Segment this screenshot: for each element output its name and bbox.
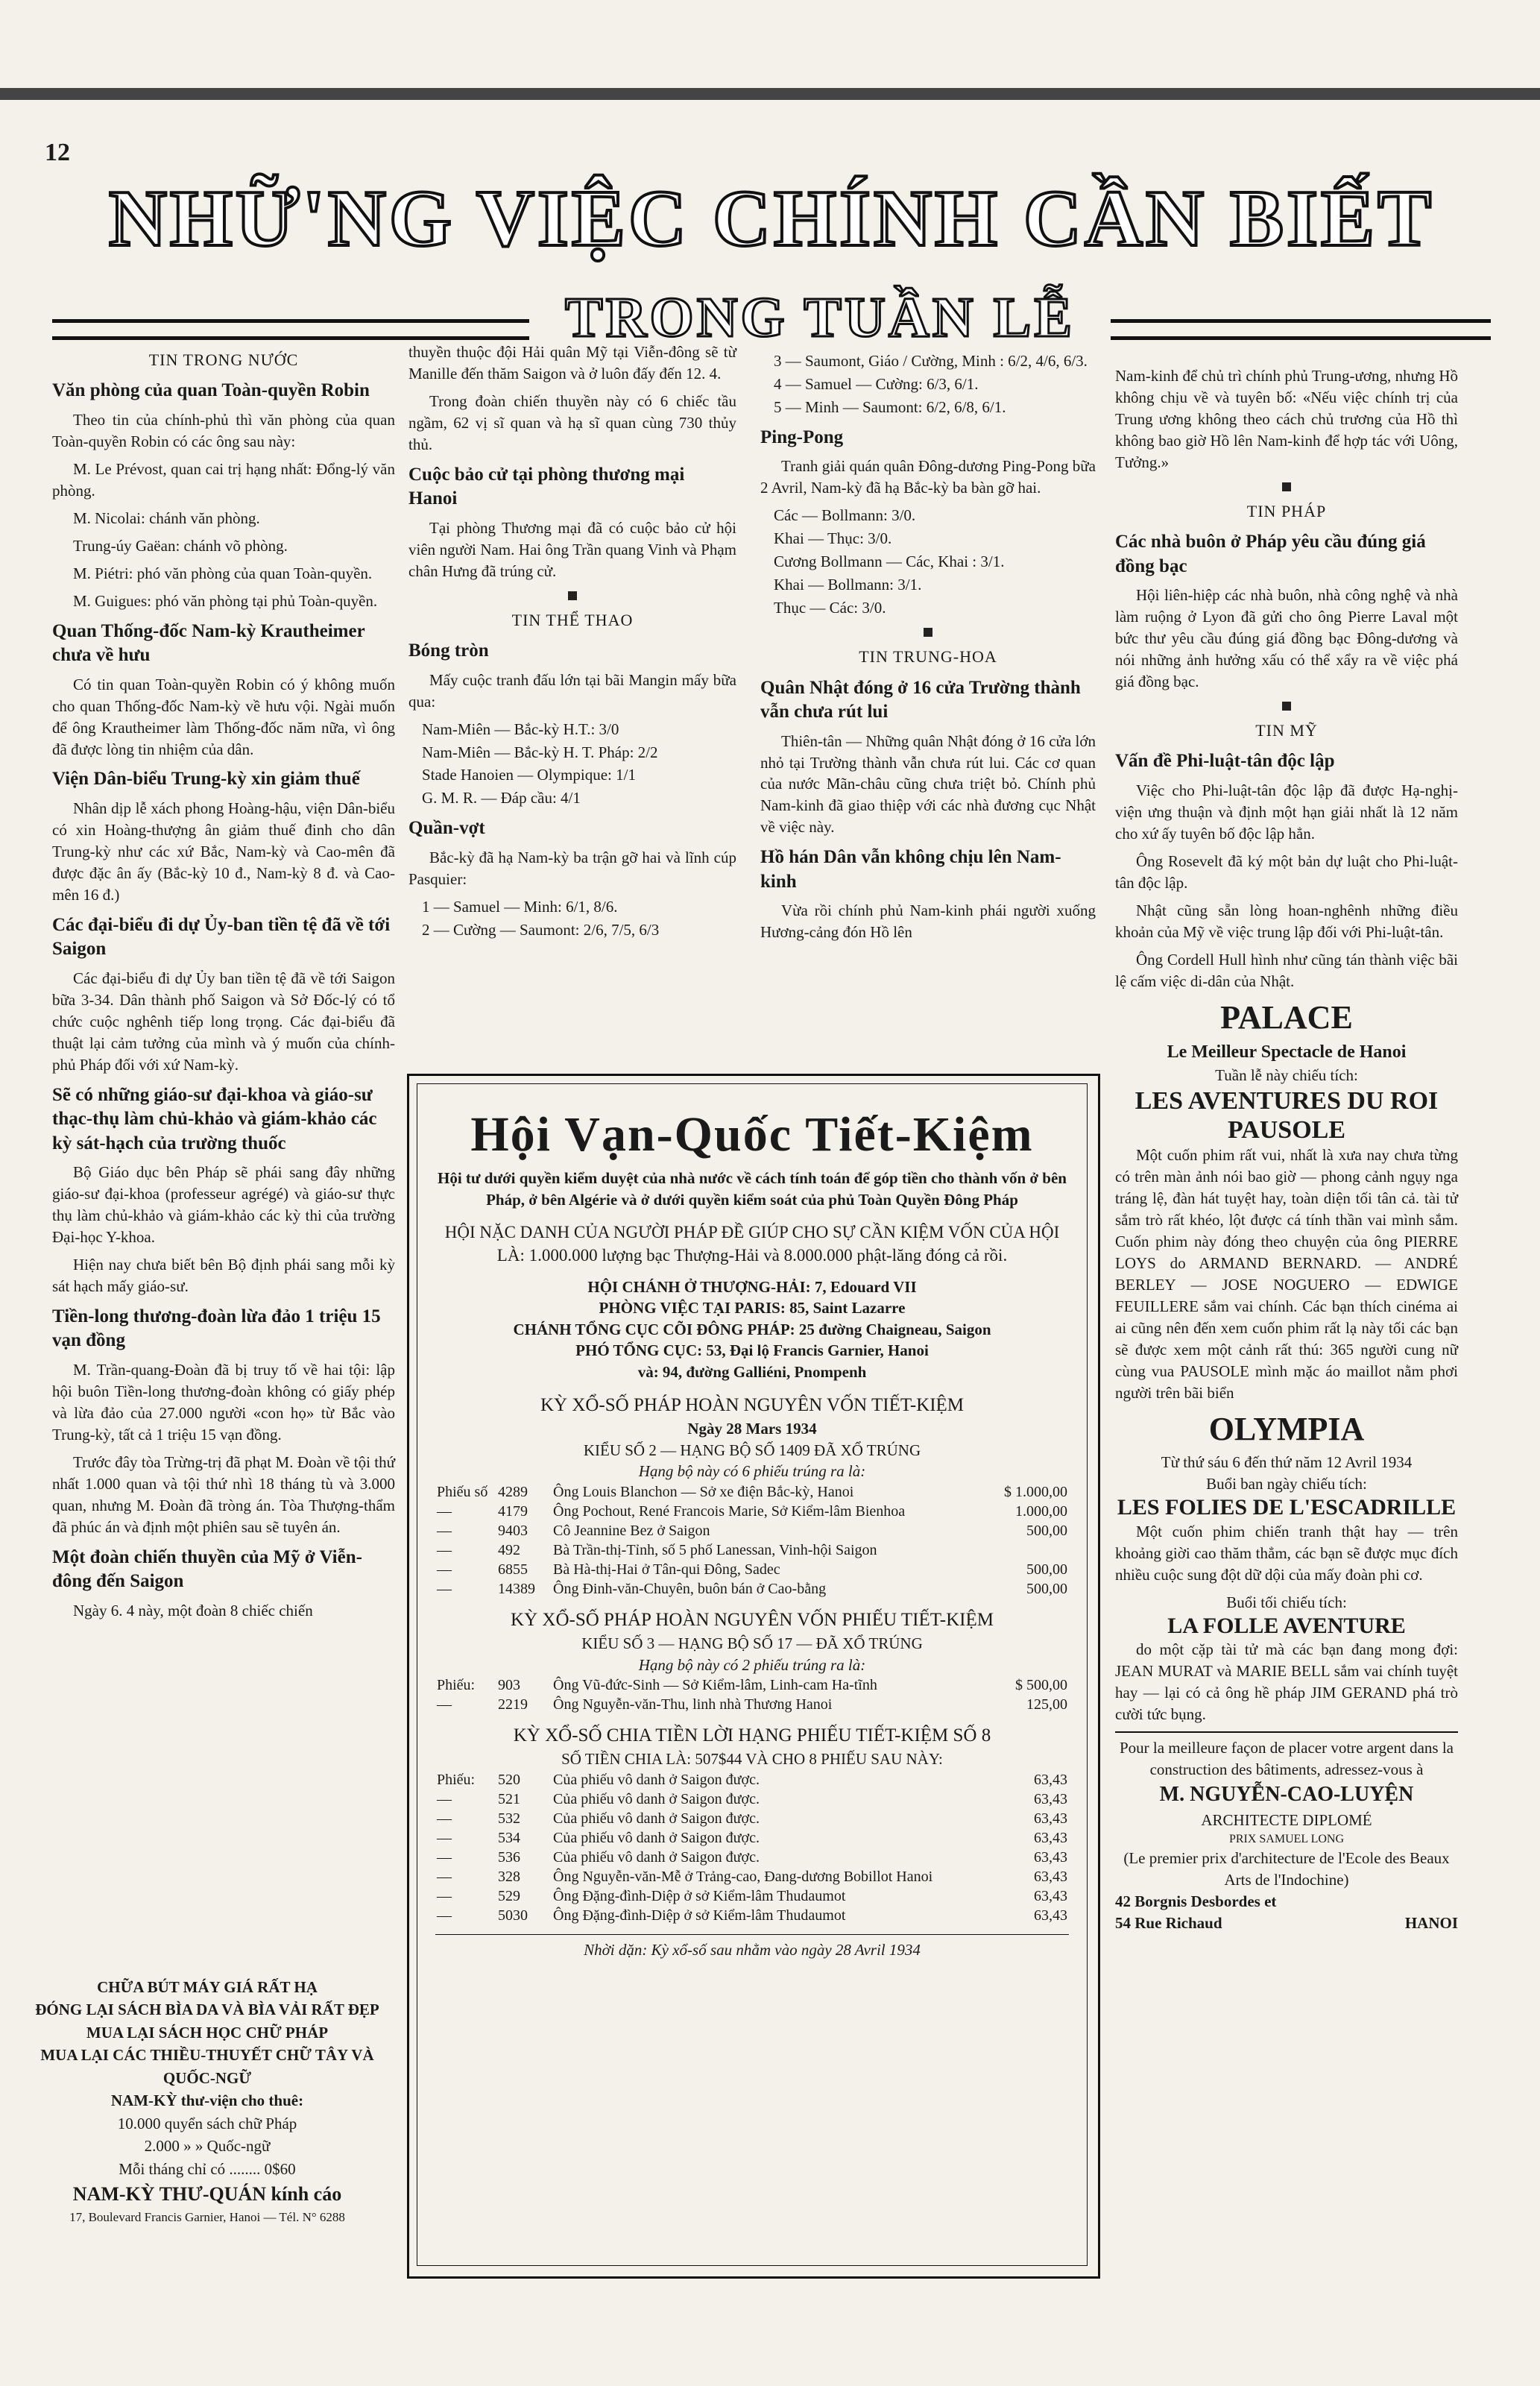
table-row: — 6855 Bà Hà-thị-Hai ở Tân-qui Đông, Sadec 500,00 xyxy=(437,1561,1067,1578)
architect-note: (Le premier prix d'architecture de l'Ecole des Beaux Arts de l'Indochine) xyxy=(1123,1848,1450,1889)
headline: Quan Thống-đốc Nam-kỳ Krautheimer chưa về hưu xyxy=(52,620,365,666)
column-1 xyxy=(52,341,395,1628)
table-row: — 14389 Ông Đinh-văn-Chuyên, buôn bán ở Cao-bằng 500,00 xyxy=(437,1581,1067,1597)
headline: Cuộc bảo cử tại phòng thương mại Hanoi xyxy=(408,464,685,509)
paragraph: Ông Cordell Hull hình như cũng tán thành việc bãi lệ cấm việc di-dân của Nhật. xyxy=(1115,950,1458,990)
lottery-table xyxy=(435,1770,1069,1925)
paragraph: M. Piétri: phó văn phòng của quan Toàn-quyền. xyxy=(73,564,373,582)
headline: Hồ hán Dân vẫn không chịu lên Nam-kinh xyxy=(760,847,1061,892)
cinema-showing: Buổi tối chiếu tích: xyxy=(1226,1593,1347,1611)
cinema-showing: Tuần lễ này chiếu tích: xyxy=(1215,1066,1358,1085)
ad-line: Mỗi tháng chỉ có ........ 0$60 xyxy=(119,2159,296,2178)
ad-line: 2.000 » » Quốc-ngữ xyxy=(144,2137,271,2156)
paragraph: Ngày 6. 4 này, một đoàn 8 chiếc chiến xyxy=(73,1601,313,1619)
lottery-title: KỲ XỔ-SỐ PHÁP HOÀN NGUYÊN VỐN TIẾT-KIỆM xyxy=(540,1395,965,1416)
paragraph: Tranh giải quán quân Đông-dương Ping-Pong bữa 2 Avril, Nam-kỳ đã hạ Bắc-kỳ ba bàn gỡ hai. xyxy=(760,457,1096,497)
ad-office: và: 94, đường Galliéni, Pnompenh xyxy=(637,1362,867,1381)
paragraph: Bắc-kỳ đã hạ Nam-kỳ ba trận gỡ hai và lĩnh cúp Pasquier: xyxy=(408,848,736,888)
headline: Quần-vợt xyxy=(408,818,485,839)
paragraph: do một cặp tài tử mà các bạn đang mong đợi: JEAN MURAT và MARIE BELL sắm vai chính tuyệt hay — lại có cả ông hề pháp JIM GERAND phá trò cười tức bụng. xyxy=(1115,1640,1458,1724)
ad-office: CHÁNH TỔNG CỤC CÕI ĐÔNG PHÁP: 25 đường Chaigneau, Saigon xyxy=(513,1320,991,1338)
page-title: NHỮ'NG VIỆC CHÍNH CẦN BIẾT xyxy=(108,174,1435,263)
rubric-domestic: TIN TRONG NƯỚC xyxy=(148,350,299,369)
ad-line: MUA LẠI SÁCH HỌC CHỮ PHÁP xyxy=(86,2023,329,2042)
table-row: — 9403 Cô Jeannine Bez ở Saigon 500,00 xyxy=(437,1523,1067,1539)
architect-city: HANOI xyxy=(1404,1913,1458,1932)
headline: Quân Nhật đóng ở 16 cửa Trường thành vẫn chưa rút lui xyxy=(760,677,1081,723)
paragraph: Thiên-tân — Những quân Nhật đóng ở 16 cửa lớn nhỏ tại Trường thành vẫn chưa rút lui. Các cơ quan của nước Mãn-châu cũng chưa triệt bỏ. Chính phủ Nam-kinh đã giao thiệp với các nhà đương cục Nhật về việc này. xyxy=(760,731,1096,837)
lottery-date: Ngày 28 Mars 1934 xyxy=(687,1420,817,1438)
table-row: — 2219 Ông Nguyễn-văn-Thu, linh nhà Thương Hanoi 125,00 xyxy=(437,1696,1067,1713)
table-row: — 529 Ông Đặng-đình-Diệp ở sở Kiểm-lâm Thudaumot 63,43 xyxy=(437,1887,1067,1904)
table-row: Phiếu số 4289 Ông Louis Blanchon — Sở xe điện Bắc-kỳ, Hanoi $ 1.000,00 xyxy=(437,1484,1067,1500)
section-square xyxy=(568,591,577,600)
page-number: 12 xyxy=(45,139,70,166)
headline: Các nhà buôn ở Pháp yêu cầu đúng giá đồng bạc xyxy=(1115,532,1426,576)
cinema-tagline: Le Meilleur Spectacle de Hanoi xyxy=(1167,1042,1407,1063)
headline: Sẽ có những giáo-sư đại-khoa và giáo-sư thạc-thụ làm chủ-khảo và giám-khảo các kỳ sát-hạch của trường thuốc xyxy=(52,1084,377,1153)
paragraph: M. Nicolai: chánh văn phòng. xyxy=(73,509,260,527)
lottery-table xyxy=(435,1675,1069,1714)
cinema-name: OLYMPIA xyxy=(1208,1410,1365,1447)
table-row: — 534 Của phiếu vô danh ở Saigon được. 63,43 xyxy=(437,1829,1067,1846)
top-rule xyxy=(0,88,1540,100)
result-line: 3 — Saumont, Giáo / Cường, Minh : 6/2, 4/6, 6/3. xyxy=(774,352,1088,370)
result-line: 5 — Minh — Saumont: 6/2, 6/8, 6/1. xyxy=(774,397,1006,416)
ad-office: HỘI CHÁNH Ở THƯỢNG-HẢI: 7, Edouard VII xyxy=(587,1277,917,1296)
result-line: Thục — Các: 3/0. xyxy=(774,599,886,617)
bookshop-ad xyxy=(21,1976,394,2297)
ad-footer: Nhời dặn: Kỳ xổ-số sau nhằm vào ngày 28 Avril 1934 xyxy=(435,1934,1069,1961)
paragraph: thuyền thuộc đội Hải quân Mỹ tại Viễn-đông sẽ từ Manille đến thăm Saigon và ở luôn đấy đến 12. 4. xyxy=(408,343,736,383)
table-row: — 521 Của phiếu vô danh ở Saigon được. 63,43 xyxy=(437,1790,1067,1807)
lottery-note: Hạng bộ này có 6 phiếu trúng ra là: xyxy=(638,1462,866,1481)
paragraph: Tại phòng Thương mại đã có cuộc bảo cử hội viên người Nam. Hai ông Trần quang Vinh và Phạm chân Hưng đã trúng cử. xyxy=(408,518,736,580)
paragraph: M. Trần-quang-Đoàn đã bị truy tố về hai tội: lập hội buôn Tiền-long thương-đoàn không có giấy phép và lừa đảo của 27.000 người «con họ» từ Bắc vào Trung-kỳ, tất cả 1 triệu 15 vạn đồng. xyxy=(52,1360,395,1444)
ad-signature: NAM-KỲ THƯ-QUÁN kính cáo xyxy=(72,2182,342,2205)
result-line: Nam-Miên — Bắc-kỳ H. T. Pháp: 2/2 xyxy=(422,743,658,761)
headline: Vấn đề Phi-luật-tân độc lập xyxy=(1115,751,1335,772)
paragraph: Hiện nay chưa biết bên Bộ định phái sang mỗi kỳ sát hạch mấy giáo-sư. xyxy=(52,1256,395,1296)
paragraph: Một cuốn phim rất vui, nhất là xưa nay chưa từng có trên màn ảnh nói bao giờ — phong cảnh ngụy nga tráng lệ, đàn hát tuyệt hay, toàn diện tối tân cả. tài tử sắm trò rất khéo, lột được cá tính thần vai mình sắm. Cuốn phim này đóng theo chuyện của ông PIERRE LOYS do ARMAND BERNARD. — ANDRÉ BERLEY — JOSE NOGUERO — EDWIGE FEUILLERE sắm vai chính. Các bạn thích cinéma ai ai cũng nên đến xem cuốn phim rất lạ này tối các bạn sẽ được xem một cảnh rất thú: 365 người cung nữ cùng vua PAUSOLE mình mặc áo maillot nằm phơi người trên bãi biển xyxy=(1115,1146,1458,1402)
result-line: 4 — Samuel — Cường: 6/3, 6/1. xyxy=(774,374,979,393)
result-line: Cương Bollmann — Các, Khai : 3/1. xyxy=(774,553,1005,571)
result-line: 2 — Cường — Saumont: 2/6, 7/5, 6/3 xyxy=(422,920,660,939)
table-row: — 5030 Ông Đặng-đình-Diệp ở sở Kiểm-lâm Thudaumot 63,43 xyxy=(437,1907,1067,1924)
headline: Tiền-long thương-đoàn lừa đảo 1 triệu 15 vạn đồng xyxy=(52,1306,381,1351)
film-title: LES AVENTURES DU ROI PAUSOLE xyxy=(1135,1087,1439,1145)
rubric-china: TIN TRUNG-HOA xyxy=(859,647,997,667)
paragraph: Việc cho Phi-luật-tân độc lập đã được Hạ-nghị-viện ưng thuận và định một hạn giải nhất là 12 năm cho xứ ấy tuyên bố độc lập hẳn. xyxy=(1115,781,1458,843)
table-row: — 328 Ông Nguyễn-văn-Mễ ở Trảng-cao, Đang-dương Bobillot Hanoi 63,43 xyxy=(437,1868,1067,1885)
paragraph: Nhân dịp lễ xách phong Hoàng-hậu, viện Dân-biểu có xin Hoàng-thượng ân giảm thuế đinh cho dân Trung-kỳ như các xứ Bắc, Nam-kỳ và Cao-mên đã được đặc ân ấy (Bắc-kỳ 10 đ., Nam-kỳ 8 đ. và Cao-mên 16 đ.) xyxy=(52,799,395,904)
paragraph: M. Guigues: phó văn phòng tại phủ Toàn-quyền. xyxy=(73,591,378,610)
section-square xyxy=(924,628,932,637)
divider xyxy=(1115,1731,1458,1733)
paragraph: Mấy cuộc tranh đấu lớn tại bãi Mangin mấy bữa qua: xyxy=(408,670,736,711)
paragraph: Trong đoàn chiến thuyền này có 6 chiếc tầu ngầm, 62 vị sĩ quan và hạ sĩ quan cùng 730 thủy thủ. xyxy=(408,391,736,453)
ad-capital: HỘI NẶC DANH CỦA NGƯỜI PHÁP ĐỀ GIÚP CHO SỰ CẦN KIỆM VỐN CỦA HỘI LÀ: 1.000.000 lượng bạc Thượng-Hải và 8.000.000 phật-lăng đóng cả rồi. xyxy=(444,1223,1060,1265)
cinema-dates: Từ thứ sáu 6 đến thứ năm 12 Avril 1934 xyxy=(1161,1453,1413,1472)
lottery-series: KIỂU SỐ 3 — HẠNG BỘ SỐ 17 — ĐÃ XỔ TRÚNG xyxy=(581,1634,923,1652)
rubric-sports: TIN THỂ THAO xyxy=(511,610,634,629)
ad-line: NAM-KỲ thư-viện cho thuê: xyxy=(110,2091,304,2110)
paragraph: Trung-úy Gaëan: chánh võ phòng. xyxy=(73,536,288,555)
headline: Văn phòng của quan Toàn-quyền Robin xyxy=(52,380,370,401)
result-line: Nam-Miên — Bắc-kỳ H.T.: 3/0 xyxy=(422,720,619,738)
right-double-rule xyxy=(1111,319,1491,340)
headline: Ping-Pong xyxy=(760,426,844,447)
lottery-series: KIỂU SỐ 2 — HẠNG BỘ SỐ 1409 ĐÃ XỔ TRÚNG xyxy=(583,1441,921,1459)
paragraph: Một cuốn phim chiến tranh thật hay — trên khoảng giời cao thăm thẳm, các bạn sẽ được mục đích nhiều cuộc sung đột dữ dội của mấy đoàn phi cơ. xyxy=(1115,1522,1458,1584)
result-line: Khai — Thục: 3/0. xyxy=(774,529,892,548)
film-title: LA FOLLE AVENTURE xyxy=(1167,1613,1406,1638)
result-line: Các — Bollmann: 3/0. xyxy=(774,506,916,525)
architect-address: 42 Borgnis Desbordes et xyxy=(1115,1892,1277,1910)
paragraph: Ông Rosevelt đã ký một bản dự luật cho Phi-luật-tân độc lập. xyxy=(1115,852,1458,892)
lottery-title: KỲ XỔ-SỐ CHIA TIỀN LỜI HẠNG PHIẾU TIẾT-KIỆM SỐ 8 xyxy=(513,1725,991,1746)
paragraph: Nam-kinh để chủ trì chính phủ Trung-ương, nhưng Hồ không chịu về và tuyên bố: «Nếu việc chính trị của Trung ương không theo cách chủ trương của Hồ thì không bao giờ Hồ lên Nam-kinh để hợp tác với Uông, Tưởng.» xyxy=(1115,367,1458,471)
paragraph: Nhật cũng sẵn lòng hoan-nghênh những điều khoản của Mỹ về việc trung lập đối với Phi-luật-tân. xyxy=(1115,901,1458,941)
result-line: 1 — Samuel — Minh: 6/1, 8/6. xyxy=(422,897,618,916)
ad-line: MUA LẠI CÁC THIỀU-THUYẾT CHỮ TÂY VÀ QUỐC-NGỮ xyxy=(40,2046,374,2087)
ad-office: PHÓ TỔNG CỤC: 53, Đại lộ Francis Garnier, Hanoi xyxy=(575,1341,929,1360)
table-row: — 4179 Ông Pochout, René Francois Marie, Sở Kiểm-lâm Bienhoa 1.000,00 xyxy=(437,1503,1067,1520)
lottery-title: KỲ XỔ-SỐ PHÁP HOÀN NGUYÊN VỐN PHIẾU TIẾT-KIỆM xyxy=(511,1610,994,1630)
headline: Các đại-biểu đi dự Ủy-ban tiền tệ đã về tới Saigon xyxy=(52,914,391,960)
column-4 xyxy=(1115,365,1458,1933)
result-line: Stade Hanoien — Olympique: 1/1 xyxy=(422,766,636,784)
architect-name: M. NGUYỄN-CAO-LUYỆN xyxy=(1159,1782,1414,1806)
headline: Một đoàn chiến thuyền của Mỹ ở Viễn-đông đến Saigon xyxy=(52,1546,362,1592)
column-2 xyxy=(408,341,736,942)
rubric-france: TIN PHÁP xyxy=(1246,501,1327,520)
paragraph: M. Le Prévost, quan cai trị hạng nhất: Đổng-lý văn phòng. xyxy=(52,459,395,500)
architect-intro: Pour la meilleure façon de placer votre argent dans la construction des bâtiments, adressez-vous à xyxy=(1119,1738,1454,1778)
result-line: Khai — Bollmann: 3/1. xyxy=(774,576,922,594)
architect-address: 54 Rue Richaud xyxy=(1115,1913,1222,1932)
section-square xyxy=(1282,482,1291,491)
rubric-usa: TIN MỸ xyxy=(1255,721,1318,740)
cinema-name: PALACE xyxy=(1220,998,1353,1036)
paragraph: Trước đây tòa Trừng-trị đã phạt M. Đoàn về tội thứ nhất 1.000 quan và tội thứ nhì 18 tháng tù và 3.000 quan, nhưng M. Đoàn đã tròng án. Tòa Thượng-thẩm đã phúc án và định một phiên sau sẽ tuyên án. xyxy=(52,1452,395,1536)
ad-title: Hội Vạn-Quốc Tiết-Kiệm xyxy=(470,1107,1034,1162)
film-title: LES FOLIES DE L'ESCADRILLE xyxy=(1117,1495,1457,1520)
left-double-rule xyxy=(52,319,529,340)
paragraph: Hội liên-hiệp các nhà buôn, nhà công nghệ và nhà làm ruộng ở Lyon đã gửi cho ông Pierre Laval một bức thư yêu cầu đúng giá đồng bạc Đông-dương và nói những ảnh hưởng xấu có thể xẩy ra về việc phá giá đồng bạc. xyxy=(1115,586,1458,691)
section-square xyxy=(1282,702,1291,711)
lottery-note: Hạng bộ này có 2 phiếu trúng ra là: xyxy=(638,1655,866,1674)
table-row: — 536 Của phiếu vô danh ở Saigon được. 63,43 xyxy=(437,1848,1067,1866)
paragraph: Bộ Giáo dục bên Pháp sẽ phái sang đây những giáo-sư đại-khoa (professeur agrégé) và giáo-sư thực thụ làm chủ-khảo và giám-khảo các kỳ thi của trường Đại-học Y-khoa. xyxy=(52,1163,395,1247)
cinema-showing: Buổi ban ngày chiếu tích: xyxy=(1206,1475,1367,1493)
ad-line: ĐÓNG LẠI SÁCH BÌA DA VÀ BÌA VẢI RẤT ĐẸP xyxy=(35,2001,379,2019)
page-subtitle: TRONG TUẦN LỄ xyxy=(564,286,1076,349)
ad-line: 10.000 quyển sách chữ Pháp xyxy=(117,2114,297,2132)
ad-line: CHỮA BÚT MÁY GIÁ RẤT HẠ xyxy=(97,1978,318,1996)
table-row: Phiếu: 520 Của phiếu vô danh ở Saigon được. 63,43 xyxy=(437,1771,1067,1788)
lottery-sub: SỐ TIỀN CHIA LÀ: 507$44 VÀ CHO 8 PHIẾU SAU NÀY: xyxy=(561,1750,943,1769)
savings-society-ad xyxy=(407,1074,1100,2279)
result-line: G. M. R. — Đáp cầu: 4/1 xyxy=(422,789,581,808)
architect-prize: PRIX SAMUEL LONG xyxy=(1228,1832,1345,1845)
paragraph: Các đại-biểu đi dự Ủy ban tiền tệ đã về tới Saigon bữa 3-34. Dân thành phố Saigon và Sở Đốc-lý có tổ chức cuộc nghênh tiếp long trọng. Các đại-biểu đã thuật lại cảm tưởng của mình và ý muốn của chính-phủ Pháp đối với xứ Nam-kỳ. xyxy=(52,969,395,1074)
table-row: — 492 Bà Trần-thị-Tỉnh, số 5 phố Lanessan, Vinh-hội Saigon xyxy=(437,1542,877,1558)
table-row: — 532 Của phiếu vô danh ở Saigon được. 63,43 xyxy=(437,1810,1067,1827)
paragraph: Có tin quan Toàn-quyền Robin có ý không muốn cho quan Thống-đốc Nam-kỳ về hưu vội. Ngài muốn để ông Krautheimer làm Thống-đốc năm nữa, vì ông đã được lòng tin nhiệm của dân. xyxy=(52,675,395,758)
ad-address: 17, Boulevard Francis Garnier, Hanoi — Tél. N° 6288 xyxy=(69,2209,345,2224)
subtitle-row xyxy=(52,286,1491,349)
ad-intro: Hội tư dưới quyền kiểm duyệt của nhà nước về cách tính toán để góp tiền cho thành vốn ở bên Pháp, ở bên Algérie và ở dưới quyền kiểm soát của phủ Toàn Quyền Đông Pháp xyxy=(438,1169,1067,1209)
paragraph: Theo tin của chính-phủ thì văn phòng của quan Toàn-quyền Robin có các ông sau này: xyxy=(52,410,395,450)
headline: Bóng tròn xyxy=(408,640,489,661)
headline: Viện Dân-biểu Trung-kỳ xin giảm thuế xyxy=(52,769,360,790)
ad-office: PHÒNG VIỆC TẠI PARIS: 85, Saint Lazarre xyxy=(599,1299,906,1318)
column-3 xyxy=(760,350,1096,949)
architect-title: ARCHITECTE DIPLOMÉ xyxy=(1201,1810,1372,1829)
ad-inner-frame xyxy=(417,1083,1088,2266)
paragraph: Vừa rồi chính phủ Nam-kinh phái người xuống Hương-cảng đón Hồ lên xyxy=(760,901,1096,942)
table-row: Phiếu: 903 Ông Vũ-đức-Sinh — Sở Kiểm-lâm, Linh-cam Ha-tĩnh $ 500,00 xyxy=(437,1677,1067,1694)
lottery-table xyxy=(435,1482,1069,1599)
